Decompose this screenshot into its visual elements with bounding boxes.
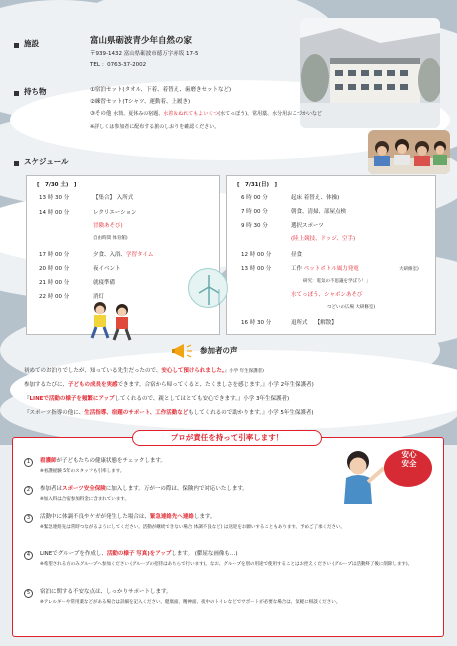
day1-row-5-event: 夕食、入浴、学習タイム [93,252,154,258]
schedule-label: スケジュール [24,157,69,166]
day2-row-2-event: 朝食、清掃、部屋点検 [291,209,347,215]
day1-row-2-event: レクリエーション [93,210,137,216]
belongings-item-3: ③その他 水筒、夏休みの宿題、水着＆ぬれてもよいくつ(水てっぽう)、常用薬、水分用おこづかいなど [90,111,323,117]
day1-row-6-event: 夜イベント [93,266,121,272]
item-4-text: LINEでグループを作成し、活動の様子 写真)をアップします。 (鬱屈な画像も…) [40,551,238,557]
day2-row-1-time: 6 時 00 分 [241,195,268,201]
belongings-item-2: ②練習セット(Tシャツ、運動着、上履き) [90,99,191,105]
item-number-3: 3 [24,514,33,523]
item-2-sub: ※加入料は合宿参加料金に含まれています。 [40,497,129,502]
day2-row-8-event: 水てっぽう、シャボンあそび [291,292,363,298]
day1-row-2-time: 14 時 00 分 [39,210,70,216]
day2-row-3-time: 9 時 30 分 [241,223,268,229]
kids-photo [368,130,450,174]
day1-row-7-event: 就寝準備 [93,280,116,286]
voice-1: 初めてのお泊りでしたが、知っている先生だったので、安心して預けられました。』小学 年生保護者) [24,368,264,374]
day2-row-10-time: 16 時 30 分 [241,320,272,326]
belongings-note: ※詳しくは参加者に配布する旅のしおりを確認ください。 [90,124,220,130]
belongings-label: 持ち物 [24,87,47,96]
responsibility-title: プロが責任を持って引率します！ [170,433,284,442]
day2-row-7-event: 研究：電気の不思議を学ぼう！」 [303,279,371,284]
day1-row-7-time: 21 時 00 分 [39,280,70,286]
facility-label: 施設 [24,39,39,48]
schedule-day2-card [226,175,436,335]
day1-row-1-time: 13 時 30 分 [39,195,70,201]
item-3-sub: ※緊急連絡先は常時つながるようにしてください。活動が継続できない場合 体調不良など) は送迎をお願いすることもあります。予めご了承ください。 [40,525,346,530]
day2-row-4-event: (陸上競技、ドッジ、空手) [291,236,356,242]
day2-row-5-event: 昼食 [291,252,303,258]
item-5-text: 宿泊に関する不安な点は、しっかりサポートします。 [40,589,172,595]
running-kids-illustration [86,298,136,346]
day2-row-6-time: 13 時 00 分 [241,266,272,272]
day2-row-10-event: 退所式 【解散】 [291,320,337,326]
belongings-item-1: ①宿泊セット(タオル、下着、着替え、歯磨きセットなど) [90,87,232,93]
section-bullet-icon [14,43,19,48]
day1-row-6-time: 20 時 00 分 [39,266,70,272]
voices-label: 参加者の声 [200,346,238,355]
wind-turbine-icon [188,268,228,308]
day2-row-9-event: つどいの広場 大研修室) [327,305,376,310]
day1-row-5-time: 17 時 00 分 [39,252,70,258]
day2-row-2-time: 7 時 00 分 [241,209,268,215]
day1-row-1-event: 【集合】 入所式 [93,195,134,201]
day1-row-4-event: 自由時間 体育館) [93,236,128,241]
day2-row-5-time: 12 時 00 分 [241,252,272,258]
megaphone-icon [172,343,194,359]
facility-address: 〒939-1432 富山県砺波市徳万字赤坂 17-5 [90,51,199,57]
section-bullet-icon [14,91,19,96]
item-4-sub: ※希望される方のみグループへ参加ください (グループの招待はあちらで行います)。なお、グループを別の用途で使用することはお控えください (グループは活動終了後に削除します)。 [40,562,413,567]
item-2-text: 参加者はスポーツ安全保険に加入します。万が一の際は、保険内で対応いたします。 [40,486,248,492]
day2-row-1-event: 起床 着替え、体操) [291,195,340,201]
item-1-text: 看護師が子どもたちの健康状態をチェックします。 [40,458,166,464]
section-bullet-icon [14,161,19,166]
day1-row-3-event: 冒険あそび) [93,223,123,229]
item-1-sub: ※看護経験 5年のスタッフも引率します。 [40,469,125,474]
item-number-5: 5 [24,589,33,598]
item-3-text: 活動中に体調不良やケガが発生した場合は、緊急連絡先へ連絡します。 [40,514,216,520]
item-number-2: 2 [24,486,33,495]
safety-badge-text: 安心 安全 [401,450,417,469]
day2-date: [ 7/31(日) ] [237,182,278,188]
voice-4: 『スポーツ指導の他に、生活指導、宿題のサポート、工作活動などもしてくれるので助かります。』小学 5年生保護者) [24,410,314,416]
day2-row-3-event: 選択スポーツ [291,223,324,229]
facility-tel: TEL ：0763-37-2002 [90,62,147,68]
day1-row-8-time: 22 時 00 分 [39,294,70,300]
responsibility-title-box [132,430,322,446]
item-5-sub: ※アレルギーや常用薬などがある場合は詳細を記入ください。健康面、精神面、夜中のトイレなどでサポートが必要な場合は、気軽に相談ください。 [40,600,341,605]
voice-3: 『LINEで活動の様子を頻繁にアップしてくれるので、親としてはとても安心できます。』小学 3年生保護者) [24,396,290,402]
voice-2: 参加するたびに、子どもの成長を実感できます。合宿から帰ってくると、たくましさを感じます。』小学 2年生保護者) [24,382,314,388]
item-number-4: 4 [24,551,33,560]
item-number-1: 1 [24,458,33,467]
day1-row-8-event: 消灯 [93,294,105,300]
day1-date: [ 7/30 土) ] [37,182,77,188]
day2-note-room: 大研修室) [399,267,419,272]
day2-row-6-event: 工作 ペットボトル風力発電 [291,266,359,272]
facility-name: 富山県砺波青少年自然の家 [90,36,193,46]
